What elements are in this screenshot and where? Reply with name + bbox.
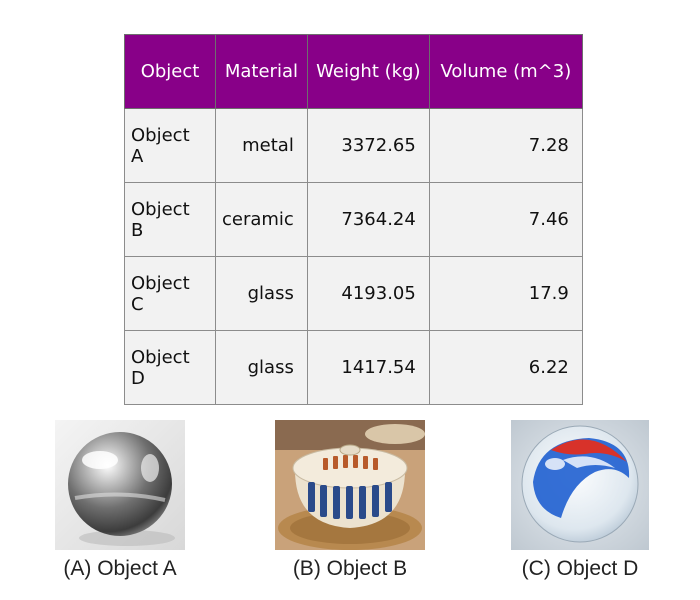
cell-material: metal — [216, 109, 308, 183]
figure-caption: (B) Object B — [292, 557, 408, 580]
table-row — [125, 109, 583, 183]
table-row — [125, 183, 583, 257]
table-row — [125, 331, 583, 405]
cell-weight: 4193.05 — [307, 257, 429, 331]
header-weight: Weight (kg) — [307, 35, 429, 109]
cell-material: glass — [216, 331, 308, 405]
cell-object: Object C — [125, 257, 216, 331]
objects-table — [124, 34, 583, 405]
figure-object-d — [511, 420, 649, 580]
figure-caption: (C) Object D — [521, 557, 639, 580]
cell-weight: 3372.65 — [307, 109, 429, 183]
header-material: Material — [216, 35, 308, 109]
header-object: Object — [125, 35, 216, 109]
cell-volume: 6.22 — [429, 331, 582, 405]
cell-volume: 7.28 — [429, 109, 582, 183]
ceramic-pot-photo — [275, 420, 425, 550]
metal-sphere-photo — [55, 420, 185, 550]
cell-weight: 7364.24 — [307, 183, 429, 257]
cell-weight: 1417.54 — [307, 331, 429, 405]
figure-caption: (A) Object A — [63, 557, 177, 580]
cell-volume: 7.46 — [429, 183, 582, 257]
figure-object-a — [55, 420, 185, 580]
cell-object: Object B — [125, 183, 216, 257]
cell-object: Object D — [125, 331, 216, 405]
cell-material: glass — [216, 257, 308, 331]
table-row — [125, 257, 583, 331]
cell-material: ceramic — [216, 183, 308, 257]
cell-volume: 17.9 — [429, 257, 582, 331]
header-volume: Volume (m^3) — [429, 35, 582, 109]
figure-object-b — [275, 420, 425, 580]
table-header-row — [125, 35, 583, 109]
cell-object: Object A — [125, 109, 216, 183]
glass-marble-photo — [511, 420, 649, 550]
